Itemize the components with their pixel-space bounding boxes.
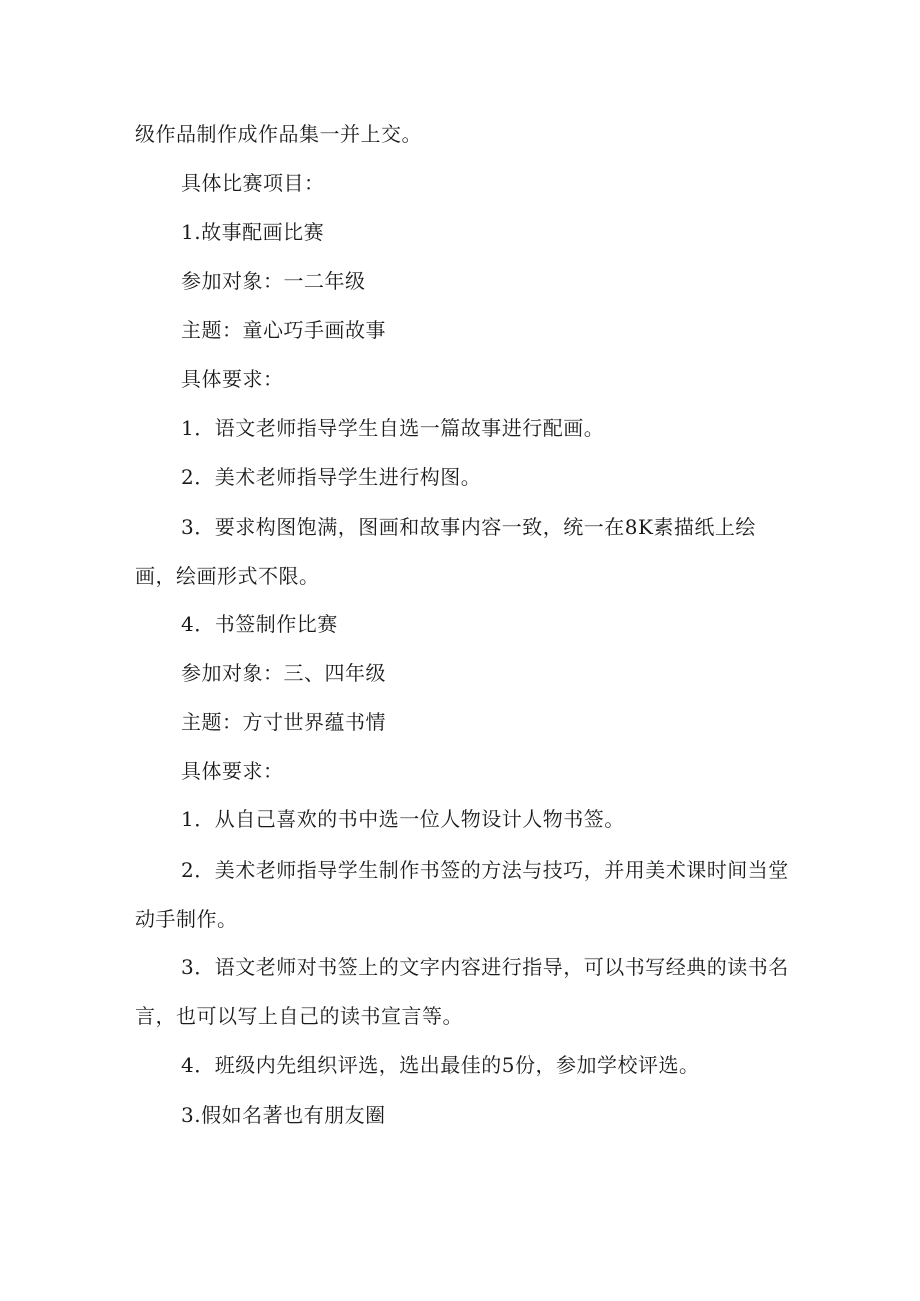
text-line-participants: 参加对象：一二年级: [181, 269, 366, 293]
text-line-requirement: 1．语文老师指导学生自选一篇故事进行配画。: [181, 416, 605, 440]
text-line-requirement-wrap: 动手制作。: [135, 907, 238, 931]
text-line-item-title: 3.假如名著也有朋友圈: [181, 1103, 386, 1127]
text-line-requirements-heading: 具体要求：: [181, 759, 284, 783]
text-line-participants: 参加对象：三、四年级: [181, 661, 386, 685]
text-line-requirements-heading: 具体要求：: [181, 367, 284, 391]
text-line-theme: 主题：方寸世界蕴书情: [181, 710, 386, 734]
text-line-requirement-wrap: 言，也可以写上自己的读书宣言等。: [135, 1004, 463, 1028]
text-line-requirement: 1．从自己喜欢的书中选一位人物设计人物书签。: [181, 807, 625, 831]
text-line-theme: 主题：童心巧手画故事: [181, 318, 386, 342]
text-line-requirement-wrap: 画，绘画形式不限。: [135, 564, 320, 588]
text-line-item-title: 1.故事配画比赛: [181, 220, 325, 244]
text-line-section-heading: 具体比赛项目：: [181, 171, 325, 195]
text-line-item-title: 4．书签制作比赛: [181, 612, 338, 636]
text-line-continuation: 级作品制作成作品集一并上交。: [135, 122, 422, 146]
text-line-requirement: 4．班级内先组织评选，选出最佳的5份，参加学校评选。: [181, 1053, 700, 1077]
text-line-requirement: 3．要求构图饱满，图画和故事内容一致，统一在8K素描纸上绘: [181, 515, 756, 539]
text-line-requirement: 2．美术老师指导学生制作书签的方法与技巧，并用美术课时间当堂: [181, 858, 789, 882]
text-line-requirement: 3．语文老师对书签上的文字内容进行指导，可以书写经典的读书名: [181, 955, 789, 979]
text-line-requirement: 2．美术老师指导学生进行构图。: [181, 465, 482, 489]
